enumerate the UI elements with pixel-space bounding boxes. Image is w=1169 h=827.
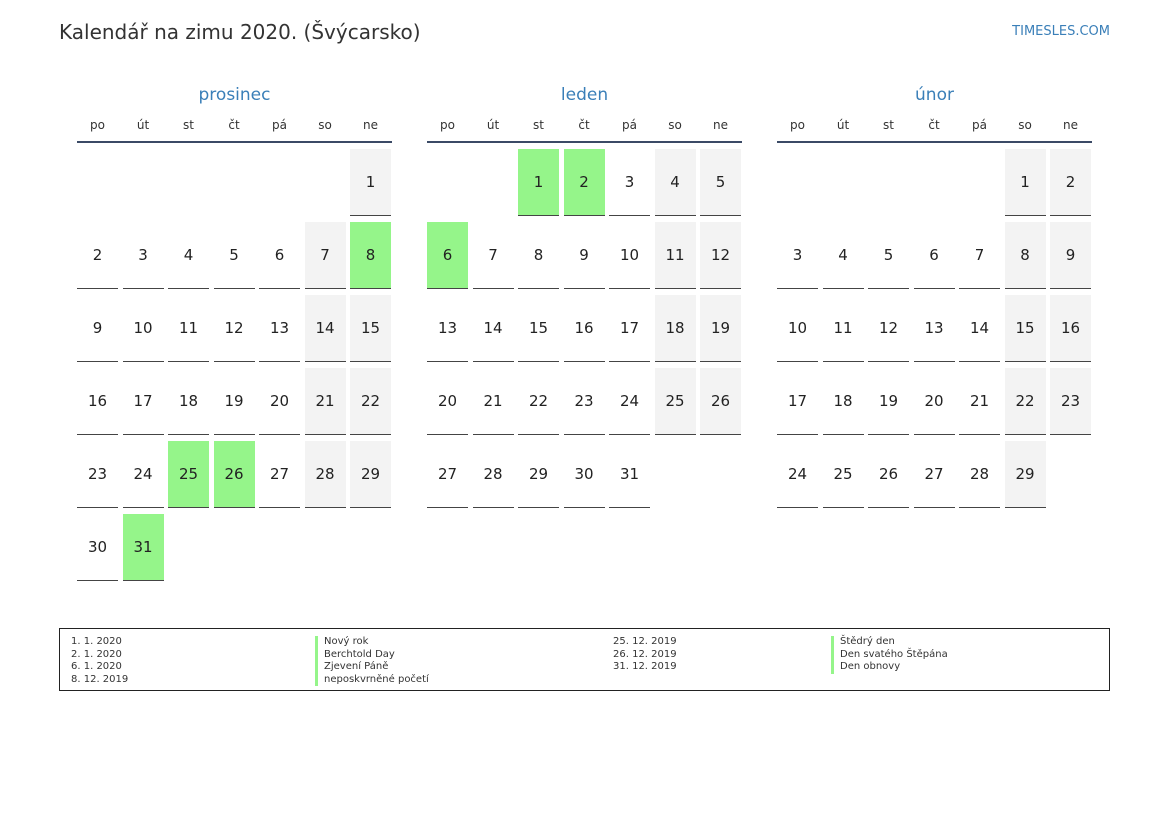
weekday-label: čt bbox=[928, 118, 940, 132]
legend-date: 2. 1. 2020 bbox=[71, 648, 122, 660]
legend-holiday-name: Zjevení Páně bbox=[315, 661, 388, 674]
month-title: leden bbox=[560, 85, 609, 105]
day-cell[interactable]: 28 bbox=[959, 441, 1000, 508]
day-cell[interactable]: 25 bbox=[655, 368, 696, 435]
day-cell[interactable]: 1 bbox=[518, 149, 559, 216]
day-cell[interactable]: 19 bbox=[214, 368, 255, 435]
weekday-label: po bbox=[790, 118, 805, 132]
day-cell[interactable]: 27 bbox=[427, 441, 468, 508]
weekday-label: ne bbox=[1063, 118, 1078, 132]
weekday-label: st bbox=[183, 118, 194, 132]
day-cell[interactable]: 18 bbox=[655, 295, 696, 362]
day-cell[interactable]: 22 bbox=[350, 368, 391, 435]
day-cell[interactable]: 21 bbox=[473, 368, 514, 435]
day-cell[interactable]: 15 bbox=[518, 295, 559, 362]
day-cell[interactable]: 31 bbox=[609, 441, 650, 508]
day-cell[interactable]: 13 bbox=[427, 295, 468, 362]
month-february bbox=[777, 83, 1092, 589]
day-cell[interactable]: 16 bbox=[1050, 295, 1091, 362]
day-cell[interactable]: 4 bbox=[168, 222, 209, 289]
legend-holiday-name: Berchtold Day bbox=[315, 649, 395, 662]
day-cell[interactable]: 3 bbox=[609, 149, 650, 216]
day-cell[interactable]: 30 bbox=[564, 441, 605, 508]
day-cell[interactable]: 14 bbox=[959, 295, 1000, 362]
day-cell[interactable]: 30 bbox=[77, 514, 118, 581]
weekday-label: st bbox=[883, 118, 894, 132]
weekday-label: pá bbox=[972, 118, 987, 132]
day-cell[interactable]: 25 bbox=[823, 441, 864, 508]
day-cell[interactable]: 17 bbox=[609, 295, 650, 362]
day-cell[interactable]: 10 bbox=[609, 222, 650, 289]
legend-date: 8. 12. 2019 bbox=[71, 673, 129, 685]
day-cell[interactable]: 1 bbox=[1005, 149, 1046, 216]
day-cell[interactable]: 10 bbox=[777, 295, 818, 362]
day-cell[interactable]: 21 bbox=[959, 368, 1000, 435]
legend-holiday-name: Den svatého Štěpána bbox=[831, 649, 948, 662]
day-cell[interactable]: 13 bbox=[259, 295, 300, 362]
day-cell[interactable]: 26 bbox=[700, 368, 741, 435]
weekday-label: čt bbox=[228, 118, 240, 132]
days-grid bbox=[777, 149, 1092, 589]
weekday-label: út bbox=[836, 118, 850, 132]
day-cell[interactable]: 6 bbox=[427, 222, 468, 289]
day-cell[interactable]: 11 bbox=[655, 222, 696, 289]
day-cell[interactable]: 22 bbox=[518, 368, 559, 435]
day-cell[interactable]: 10 bbox=[123, 295, 164, 362]
day-cell[interactable]: 12 bbox=[700, 222, 741, 289]
weekday-label: po bbox=[90, 118, 105, 132]
day-cell[interactable]: 16 bbox=[77, 368, 118, 435]
day-cell[interactable]: 6 bbox=[259, 222, 300, 289]
weekday-label: ne bbox=[363, 118, 378, 132]
day-cell[interactable]: 11 bbox=[823, 295, 864, 362]
month-january bbox=[427, 83, 742, 589]
weekday-header bbox=[777, 115, 1092, 143]
day-cell[interactable]: 19 bbox=[700, 295, 741, 362]
weekday-label: st bbox=[533, 118, 544, 132]
day-cell[interactable]: 29 bbox=[518, 441, 559, 508]
legend-holiday-name: Štědrý den bbox=[831, 636, 895, 649]
weekday-label: so bbox=[318, 118, 332, 132]
day-cell[interactable]: 14 bbox=[473, 295, 514, 362]
day-cell[interactable]: 28 bbox=[305, 441, 346, 508]
day-cell[interactable]: 21 bbox=[305, 368, 346, 435]
day-cell[interactable]: 7 bbox=[473, 222, 514, 289]
day-cell[interactable]: 22 bbox=[1005, 368, 1046, 435]
day-cell[interactable]: 8 bbox=[518, 222, 559, 289]
weekday-label: pá bbox=[272, 118, 287, 132]
day-cell[interactable]: 3 bbox=[777, 222, 818, 289]
day-cell[interactable]: 4 bbox=[823, 222, 864, 289]
day-cell[interactable]: 26 bbox=[868, 441, 909, 508]
day-cell[interactable]: 20 bbox=[427, 368, 468, 435]
month-title: únor bbox=[915, 85, 954, 105]
day-cell[interactable]: 27 bbox=[914, 441, 955, 508]
day-cell[interactable]: 18 bbox=[823, 368, 864, 435]
weekday-label: so bbox=[668, 118, 682, 132]
day-cell[interactable]: 9 bbox=[564, 222, 605, 289]
day-cell[interactable]: 28 bbox=[473, 441, 514, 508]
day-cell[interactable]: 2 bbox=[1050, 149, 1091, 216]
weekday-label: po bbox=[440, 118, 455, 132]
day-cell[interactable]: 25 bbox=[168, 441, 209, 508]
days-grid bbox=[77, 149, 392, 589]
day-cell[interactable]: 17 bbox=[777, 368, 818, 435]
day-cell[interactable]: 15 bbox=[1005, 295, 1046, 362]
day-cell[interactable]: 29 bbox=[1005, 441, 1046, 508]
weekday-header bbox=[427, 115, 742, 143]
month-december bbox=[77, 83, 392, 589]
weekday-label: pá bbox=[622, 118, 637, 132]
day-cell[interactable]: 6 bbox=[914, 222, 955, 289]
weekday-label: út bbox=[136, 118, 150, 132]
day-cell[interactable]: 18 bbox=[168, 368, 209, 435]
day-cell[interactable]: 16 bbox=[564, 295, 605, 362]
day-cell[interactable]: 23 bbox=[77, 441, 118, 508]
legend-date: 31. 12. 2019 bbox=[613, 661, 677, 672]
weekday-label: ne bbox=[713, 118, 728, 132]
day-cell[interactable]: 19 bbox=[868, 368, 909, 435]
weekday-label: čt bbox=[578, 118, 590, 132]
weekday-header bbox=[77, 115, 392, 143]
day-cell[interactable]: 5 bbox=[700, 149, 741, 216]
day-cell[interactable]: 20 bbox=[259, 368, 300, 435]
legend-holiday-name: Den obnovy bbox=[831, 661, 900, 674]
day-cell[interactable]: 12 bbox=[868, 295, 909, 362]
legend-date: 6. 1. 2020 bbox=[71, 661, 122, 672]
day-cell[interactable]: 2 bbox=[77, 222, 118, 289]
day-cell[interactable]: 4 bbox=[655, 149, 696, 216]
day-cell[interactable]: 5 bbox=[868, 222, 909, 289]
weekday-label: so bbox=[1018, 118, 1032, 132]
legend-date: 25. 12. 2019 bbox=[613, 636, 677, 647]
day-cell[interactable]: 15 bbox=[350, 295, 391, 362]
day-cell[interactable]: 9 bbox=[77, 295, 118, 362]
day-cell[interactable]: 23 bbox=[1050, 368, 1091, 435]
day-cell[interactable]: 14 bbox=[305, 295, 346, 362]
holiday-legend bbox=[59, 628, 1110, 691]
legend-holiday-name: neposkvrněné početí bbox=[315, 674, 429, 687]
day-cell[interactable]: 11 bbox=[168, 295, 209, 362]
day-cell[interactable]: 24 bbox=[609, 368, 650, 435]
brand-link[interactable]: TIMESLES.COM bbox=[1012, 24, 1110, 39]
legend-date: 1. 1. 2020 bbox=[71, 636, 122, 647]
day-cell[interactable]: 8 bbox=[350, 222, 391, 289]
day-cell[interactable]: 5 bbox=[214, 222, 255, 289]
day-cell[interactable]: 23 bbox=[564, 368, 605, 435]
legend-holiday-name: Nový rok bbox=[315, 636, 368, 649]
weekday-label: út bbox=[486, 118, 500, 132]
day-cell[interactable]: 9 bbox=[1050, 222, 1091, 289]
day-cell[interactable]: 26 bbox=[214, 441, 255, 508]
day-cell[interactable]: 7 bbox=[305, 222, 346, 289]
day-cell[interactable]: 24 bbox=[123, 441, 164, 508]
day-cell[interactable]: 12 bbox=[214, 295, 255, 362]
days-grid bbox=[427, 149, 742, 589]
legend-date: 26. 12. 2019 bbox=[613, 648, 677, 660]
page-title: Kalendář na zimu 2020. (Švýcarsko) bbox=[59, 20, 421, 44]
day-cell[interactable]: 1 bbox=[350, 149, 391, 216]
day-cell[interactable]: 3 bbox=[123, 222, 164, 289]
month-title: prosinec bbox=[198, 85, 271, 105]
day-cell[interactable]: 17 bbox=[123, 368, 164, 435]
day-cell[interactable]: 7 bbox=[959, 222, 1000, 289]
day-cell[interactable]: 29 bbox=[350, 441, 391, 508]
day-cell[interactable]: 8 bbox=[1005, 222, 1046, 289]
day-cell[interactable]: 2 bbox=[564, 149, 605, 216]
day-cell[interactable]: 31 bbox=[123, 514, 164, 581]
day-cell[interactable]: 24 bbox=[777, 441, 818, 508]
day-cell[interactable]: 20 bbox=[914, 368, 955, 435]
day-cell[interactable]: 13 bbox=[914, 295, 955, 362]
day-cell[interactable]: 27 bbox=[259, 441, 300, 508]
